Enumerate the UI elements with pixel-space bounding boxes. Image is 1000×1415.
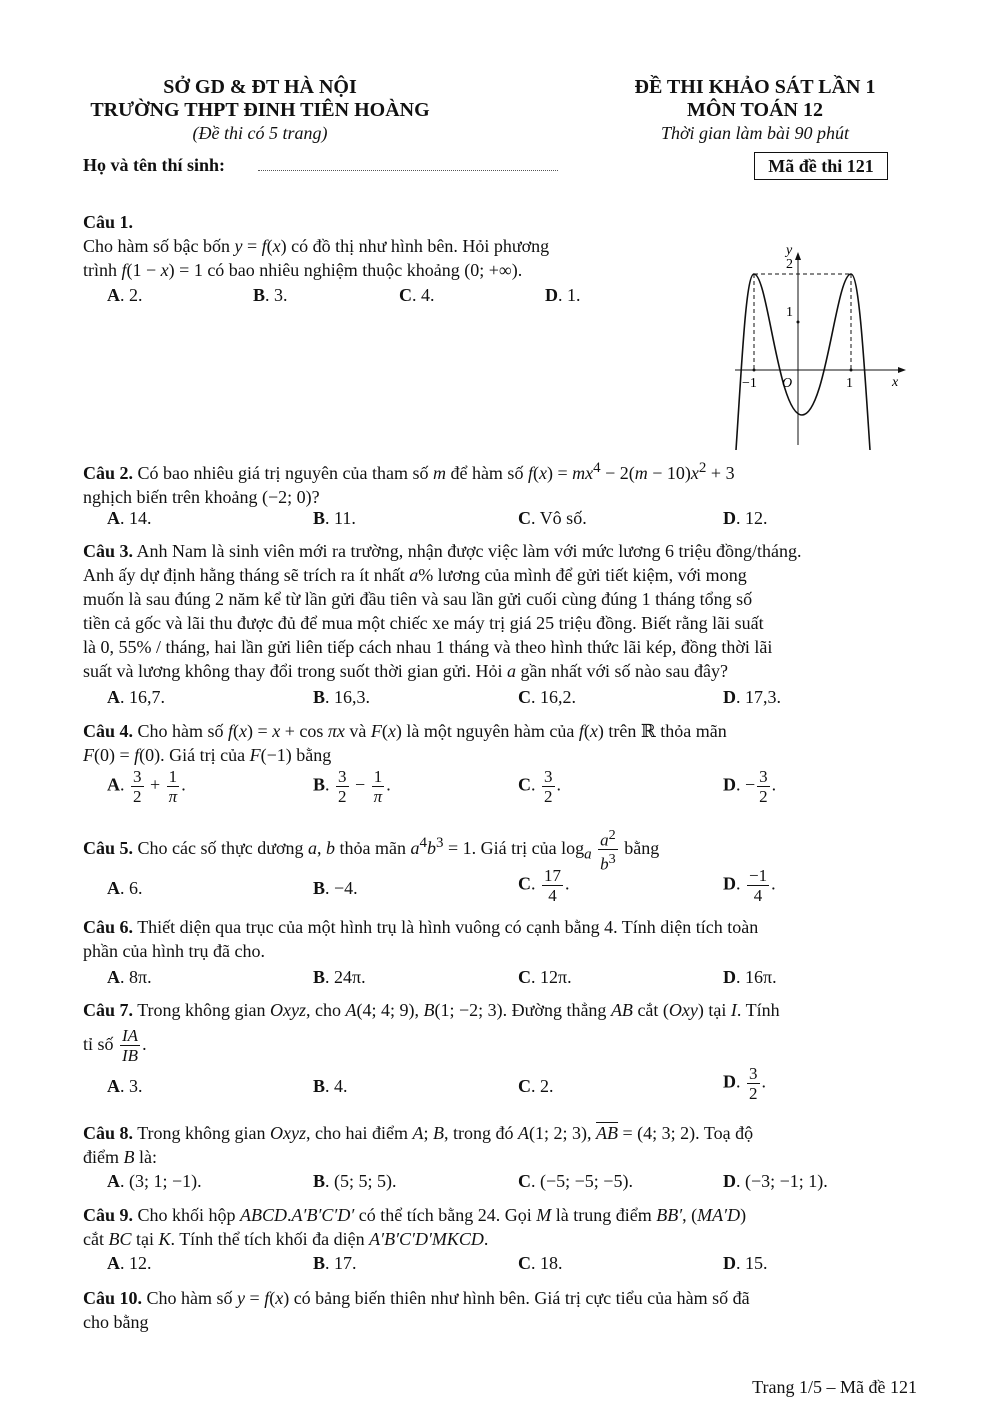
option-d[interactable]: D. 15. bbox=[723, 1253, 768, 1273]
question-label: Câu 3. bbox=[83, 541, 134, 561]
option-a[interactable]: A. $\frac{3}{2}$ + $\frac{1}{\pi}$ . bbox=[107, 767, 186, 806]
question-label: Câu 8. bbox=[83, 1123, 134, 1143]
option-a[interactable]: A. 12. bbox=[107, 1253, 152, 1273]
question-2: Câu 2. Có bao nhiêu giá trị nguyên của tham số m để hàm số $f(x) = mx^4 - 2(m - 10)x^2 + 3$ nghịch biến trên khoảng (−2; 0)? A. 14. B. 11. C. Vô số. D. 12. bbox=[83, 456, 918, 509]
question-label: Câu 9. bbox=[83, 1205, 134, 1225]
y-axis-arrow bbox=[795, 252, 801, 260]
question-label: Câu 10. bbox=[83, 1288, 143, 1308]
option-a[interactable]: A. 8π. bbox=[107, 967, 152, 987]
option-d[interactable]: D. 17,3. bbox=[723, 687, 781, 707]
x-tick-neg1: −1 bbox=[742, 376, 757, 391]
option-a[interactable]: A. 3. bbox=[107, 1076, 143, 1096]
option-b[interactable]: B. 17. bbox=[313, 1253, 357, 1273]
question-label: Câu 1. bbox=[83, 212, 134, 232]
header-right bbox=[555, 76, 955, 145]
option-c[interactable]: C. Vô số. bbox=[518, 508, 587, 528]
department-name: SỞ GD & ĐT HÀ NỘI bbox=[163, 76, 357, 98]
option-b[interactable]: B. (5; 5; 5). bbox=[313, 1171, 397, 1191]
question-1-options bbox=[83, 283, 683, 307]
option-b[interactable]: B. $\frac{3}{2}$ − $\frac{1}{\pi}$ . bbox=[313, 767, 391, 806]
x-axis-arrow bbox=[898, 367, 906, 373]
option-b[interactable]: B. −4. bbox=[313, 878, 358, 898]
question-9-options bbox=[83, 1251, 918, 1275]
question-2-options bbox=[83, 506, 918, 530]
option-c[interactable]: C. (−5; −5; −5). bbox=[518, 1171, 633, 1191]
option-b[interactable]: B. 16,3. bbox=[313, 687, 371, 707]
quartic-graph bbox=[730, 240, 910, 450]
option-d[interactable]: D. 16π. bbox=[723, 967, 777, 987]
header-left bbox=[60, 76, 460, 145]
question-6: Câu 6. Thiết diện qua trục của một hình trụ là hình vuông có cạnh bằng 4. Tính diện tích toàn phần của hình trụ đã cho. A. 8π. B. 24π. C. 12π. D. 16π. bbox=[83, 915, 918, 963]
question-8: Câu 8. Trong không gian Oxyz, cho hai điểm A; B, trong đó A(1; 2; 3), $\overline{AB} = (4$; 3; 2). Toạ độ điểm B là: A. (3; 1; −1). B. (5; 5; 5). C. (−5; −5; −5). D. (−3; −1; 1). bbox=[83, 1121, 918, 1169]
question-3-options bbox=[83, 685, 918, 709]
x-axis-label: x bbox=[892, 375, 899, 390]
option-b[interactable]: B. 11. bbox=[313, 508, 356, 528]
option-d[interactable]: D. (−3; −1; 1). bbox=[723, 1171, 828, 1191]
question-4-options bbox=[83, 767, 918, 811]
option-c[interactable]: C. 4. bbox=[399, 285, 435, 305]
x-tick-1: 1 bbox=[846, 376, 853, 391]
page-footer: Trang 1/5 – Mã đề 121 bbox=[752, 1377, 917, 1397]
option-a[interactable]: A. 6. bbox=[107, 878, 143, 898]
question-5: Câu 5. Cho các số thực dương a, b thỏa mãn $a^4b^3 = 1$. Giá trị của $\log_a$ $\frac{a^2}{b^3}$ bằng A. 6. B. −4. C. $\frac{17}{4}$ . D. $\frac{-1}{4}$ . bbox=[83, 820, 918, 866]
option-c[interactable]: C. 18. bbox=[518, 1253, 563, 1273]
function-curve bbox=[736, 274, 870, 450]
option-c[interactable]: C. 16,2. bbox=[518, 687, 576, 707]
question-label: Câu 2. bbox=[83, 463, 134, 483]
question-10: Câu 10. Cho hàm số y = f(x) có bảng biến thiên như hình bên. Giá trị cực tiểu của hàm số đã cho bằng bbox=[83, 1288, 750, 1332]
y-tick-1-dot bbox=[797, 321, 800, 324]
x-tick-neg1-dot bbox=[753, 369, 756, 372]
question-7-options bbox=[83, 1064, 918, 1112]
option-b[interactable]: B. 4. bbox=[313, 1076, 348, 1096]
y-axis-label: y bbox=[786, 243, 793, 258]
student-name-line[interactable] bbox=[258, 170, 558, 171]
option-b[interactable]: B. 24π. bbox=[313, 967, 366, 987]
exam-code-box: Mã đề thi 121 bbox=[754, 152, 888, 180]
question-label: Câu 5. bbox=[83, 838, 134, 858]
question-9: Câu 9. Cho khối hộp ABCD.A′B′C′D′ có thể tích bằng 24. Gọi M là trung điểm BB′, (MA′D) cắt BC tại K. Tính thể tích khối đa diện A′B′C′D′MKCD. A. 12. B. 17. C. 18. D. 15. bbox=[83, 1203, 918, 1251]
option-a[interactable]: A. (3; 1; −1). bbox=[107, 1171, 202, 1191]
question-3: Câu 3. Anh Nam là sinh viên mới ra trường, nhận được việc làm với mức lương 6 triệu đồng/tháng. Anh ấy dự định hằng tháng sẽ trích ra ít nhất a% lương của mình để gửi tiết kiệm, với mong muốn là sau đúng 2 năm kể từ lần gửi đầu tiên và sau lần gửi cuối cùng đúng 1 tháng tổng số tiền cả gốc và lãi thu được đủ để mua một chiếc xe máy trị giá 25 triệu đồng. Biết rằng lãi suất là 0, 55% / tháng, hai lần gửi liên tiếp cách nhau 1 tháng và theo hình thức lãi kép, đồng thời lãi suất và lương không thay đổi trong suốt thời gian gửi. Hỏi a gần nhất với số nào sau đây? A. 16,7. B. 16,3. C. 16,2. D. 17,3. bbox=[83, 539, 941, 683]
option-d[interactable]: D. 12. bbox=[723, 508, 768, 528]
option-d[interactable]: D. 1. bbox=[545, 285, 581, 305]
page-count-note: (Đề thi có 5 trang) bbox=[192, 123, 328, 143]
question-label: Câu 6. bbox=[83, 917, 134, 937]
question-4: Câu 4. Cho hàm số f(x) = x + cos πx và F(x) là một nguyên hàm của f(x) trên ℝ thỏa mãn F(0) = f(0). Giá trị của F(−1) bằng A. $\frac{3}{2}$ + $\frac{1}{\pi}$ . B. $\frac{3}{2}$ − $\frac{1}{\pi}$ . C. $\frac{3}{2}$ . D. − $\frac{3}{2}$ . bbox=[83, 719, 918, 767]
question-label: Câu 7. bbox=[83, 1000, 134, 1020]
option-c[interactable]: C. $\frac{3}{2}$ . bbox=[518, 767, 561, 806]
question-6-options bbox=[83, 965, 918, 989]
option-a[interactable]: A. 14. bbox=[107, 508, 152, 528]
question-1: Câu 1. Cho hàm số bậc bốn y = f(x) có đồ thị như hình bên. Hỏi phương trình f(1 − x) = 1 có bao nhiêu nghiệm thuộc khoảng (0; +∞). A. 2. B. 3. C. 4. D. 1. bbox=[83, 210, 683, 282]
question-8-options bbox=[83, 1169, 918, 1193]
option-d[interactable]: D. $\frac{-1}{4}$ . bbox=[723, 866, 776, 905]
school-name: TRƯỜNG THPT ĐINH TIÊN HOÀNG bbox=[90, 99, 430, 121]
exam-title: ĐỀ THI KHẢO SÁT LẦN 1 bbox=[634, 76, 876, 98]
option-d[interactable]: D. − $\frac{3}{2}$ . bbox=[723, 767, 777, 806]
y-tick-1: 1 bbox=[786, 305, 793, 320]
option-c[interactable]: C. 2. bbox=[518, 1076, 554, 1096]
option-b[interactable]: B. 3. bbox=[253, 285, 288, 305]
time-limit: Thời gian làm bài 90 phút bbox=[660, 123, 850, 143]
option-c[interactable]: C. $\frac{17}{4}$ . bbox=[518, 866, 570, 905]
option-c[interactable]: C. 12π. bbox=[518, 967, 572, 987]
y-tick-2: 2 bbox=[786, 257, 793, 272]
question-label: Câu 4. bbox=[83, 721, 134, 741]
question-7: Câu 7. Trong không gian Oxyz, cho A(4; 4; 9), B(1; −2; 3). Đường thẳng AB cắt (Oxy) tại I. Tính tỉ số $\frac{IA}{IB}$ . A. 3. B. 4. C. 2. D. $\frac{3}{2}$ . bbox=[83, 998, 918, 1066]
origin-label: O bbox=[782, 376, 793, 391]
student-name-label: Họ và tên thí sinh: bbox=[83, 155, 226, 175]
x-tick-1-dot bbox=[850, 369, 853, 372]
option-a[interactable]: A. 16,7. bbox=[107, 687, 165, 707]
question-5-options bbox=[83, 866, 918, 912]
subject-title: MÔN TOÁN 12 bbox=[687, 99, 823, 121]
option-d[interactable]: D. $\frac{3}{2}$ . bbox=[723, 1064, 766, 1103]
option-a[interactable]: A. 2. bbox=[107, 285, 143, 305]
